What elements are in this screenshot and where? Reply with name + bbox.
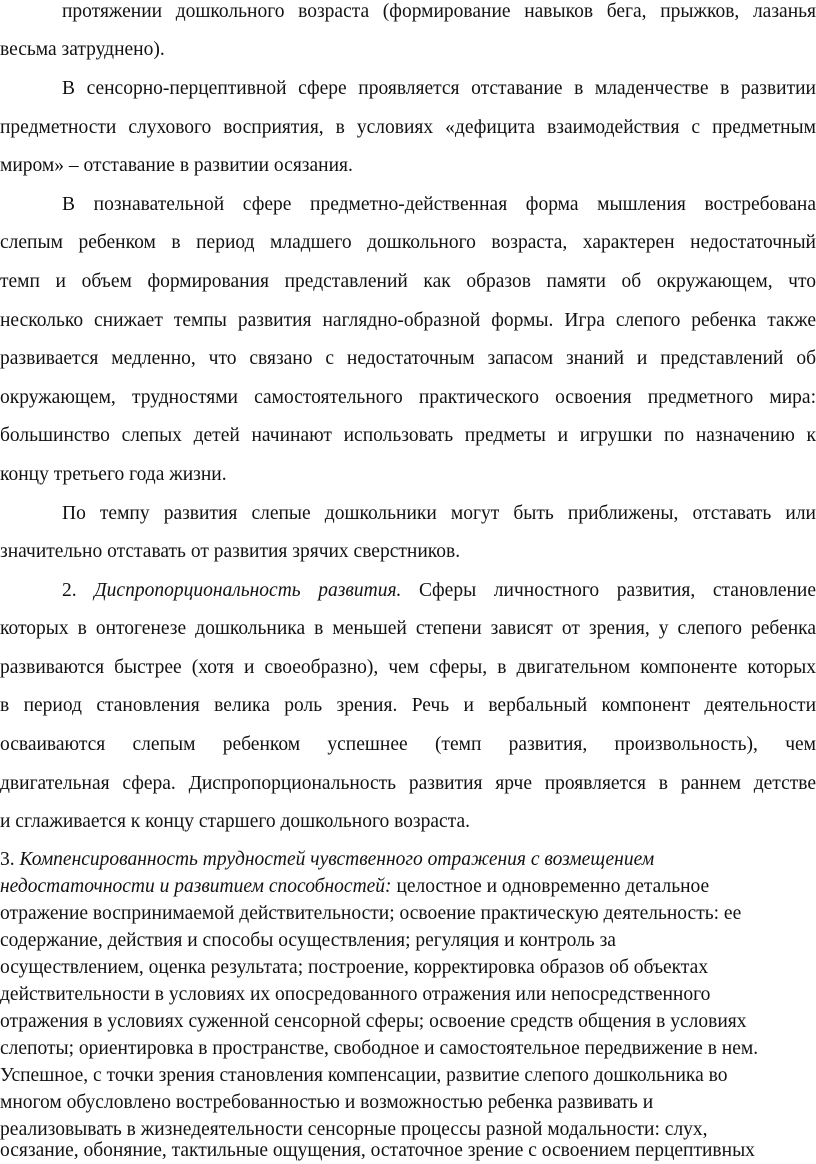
text-line: концу третьего года жизни.: [0, 464, 227, 485]
text-line: в период становления велика роль зрения. Речь и вербальный компонент деятельности: [0, 695, 816, 716]
text-line: отражение воспринимаемой действительности; освоение практическую деятельность: ее: [0, 903, 742, 924]
text-line: миром» – отставание в развитии осязания.: [0, 155, 353, 176]
text-line: В сенсорно-перцептивной сфере проявляется отставание в младенчестве в развитии: [62, 78, 816, 99]
text-line: слепым ребенком в период младшего дошкольного возраста, характерен недостаточный: [0, 232, 816, 253]
text-line: многом обусловлено востребованностью и возможностью ребенка развивать и: [0, 1092, 654, 1113]
text-line: реализовывать в жизнедеятельности сенсорные процессы разной модальности: слух,: [0, 1119, 708, 1140]
text-line: которых в онтогенезе дошкольника в меньшей степени зависят от зрения, у слепого ребенка: [0, 618, 816, 639]
text-line: По темпу развития слепые дошкольники могут быть приближены, отставать или: [62, 503, 816, 524]
item3-title-line2: [0, 874, 816, 900]
text-line: слепоты; ориентировка в пространстве, свободное и самостоятельное передвижение в нем.: [0, 1038, 759, 1059]
text-line: отражения в условиях суженной сенсорной сферы; освоение средств общения в условиях: [0, 1011, 747, 1032]
text-line: развивается медленно, что связано с недостаточным запасом знаний и представлений об: [0, 348, 816, 369]
text-line: и сглаживается к концу старшего дошкольного возраста.: [0, 811, 470, 832]
text-line: весьма затруднено).: [0, 39, 165, 60]
text-line: значительно отставать от развития зрячих сверстников.: [0, 541, 461, 562]
item3-number: 3.: [0, 849, 15, 870]
text-line: двигательная сфера. Диспропорциональность развития ярче проявляется в раннем детстве: [0, 773, 816, 794]
item3-title-part1: Компенсированность трудностей чувственного отражения с возмещением: [19, 849, 655, 870]
item2-first-rest: Сферы личностного развития, становление: [419, 580, 816, 601]
text-line: несколько снижает темпы развития наглядно-образной формы. Игра слепого ребенка также: [0, 310, 816, 331]
text-line: Успешное, с точки зрения становления компенсации, развитие слепого дошкольника во: [0, 1065, 728, 1086]
text-line: действительности в условиях их опосредованного отражения или непосредственного: [0, 984, 711, 1005]
text-line: темп и объем формирования представлений как образов памяти об окружающем, что: [0, 271, 816, 292]
text-line: развиваются быстрее (хотя и своеобразно), чем сферы, в двигательном компоненте которых: [0, 657, 816, 678]
item3-title-part2: недостаточности и развитием способностей:: [0, 876, 392, 897]
text-line: содержание, действия и способы осуществления; регуляция и контроль за: [0, 930, 616, 951]
item3-title-line: [0, 847, 816, 873]
text-line: В познавательной сфере предметно-действенная форма мышления востребована: [62, 194, 816, 215]
text-line: осваиваются слепым ребенком успешнее (темп развития, произвольность), чем: [0, 734, 816, 755]
item3-first-rest: целостное и одновременно детальное: [396, 876, 710, 897]
text-line: предметности слухового восприятия, в условиях «дефицита взаимодействия с предметным: [0, 117, 816, 138]
item2-first-line: [0, 574, 816, 608]
item2-number: 2.: [62, 580, 77, 601]
text-line: осуществлением, оценка результата; построение, корректировка образов об объектах: [0, 957, 709, 978]
text-line: окружающем, трудностями самостоятельного практического освоения предметного мира:: [0, 387, 816, 408]
text-line: большинство слепых детей начинают использовать предметы и игрушки по назначению к: [0, 425, 816, 446]
item2-title: Диспропорциональность развития.: [94, 580, 402, 601]
text-line: осязание, обоняние, тактильные ощущения, остаточное зрение с освоением перцептивных: [0, 1140, 755, 1161]
text-line: протяжении дошкольного возраста (формирование навыков бега, прыжков, лазанья: [62, 1, 816, 22]
